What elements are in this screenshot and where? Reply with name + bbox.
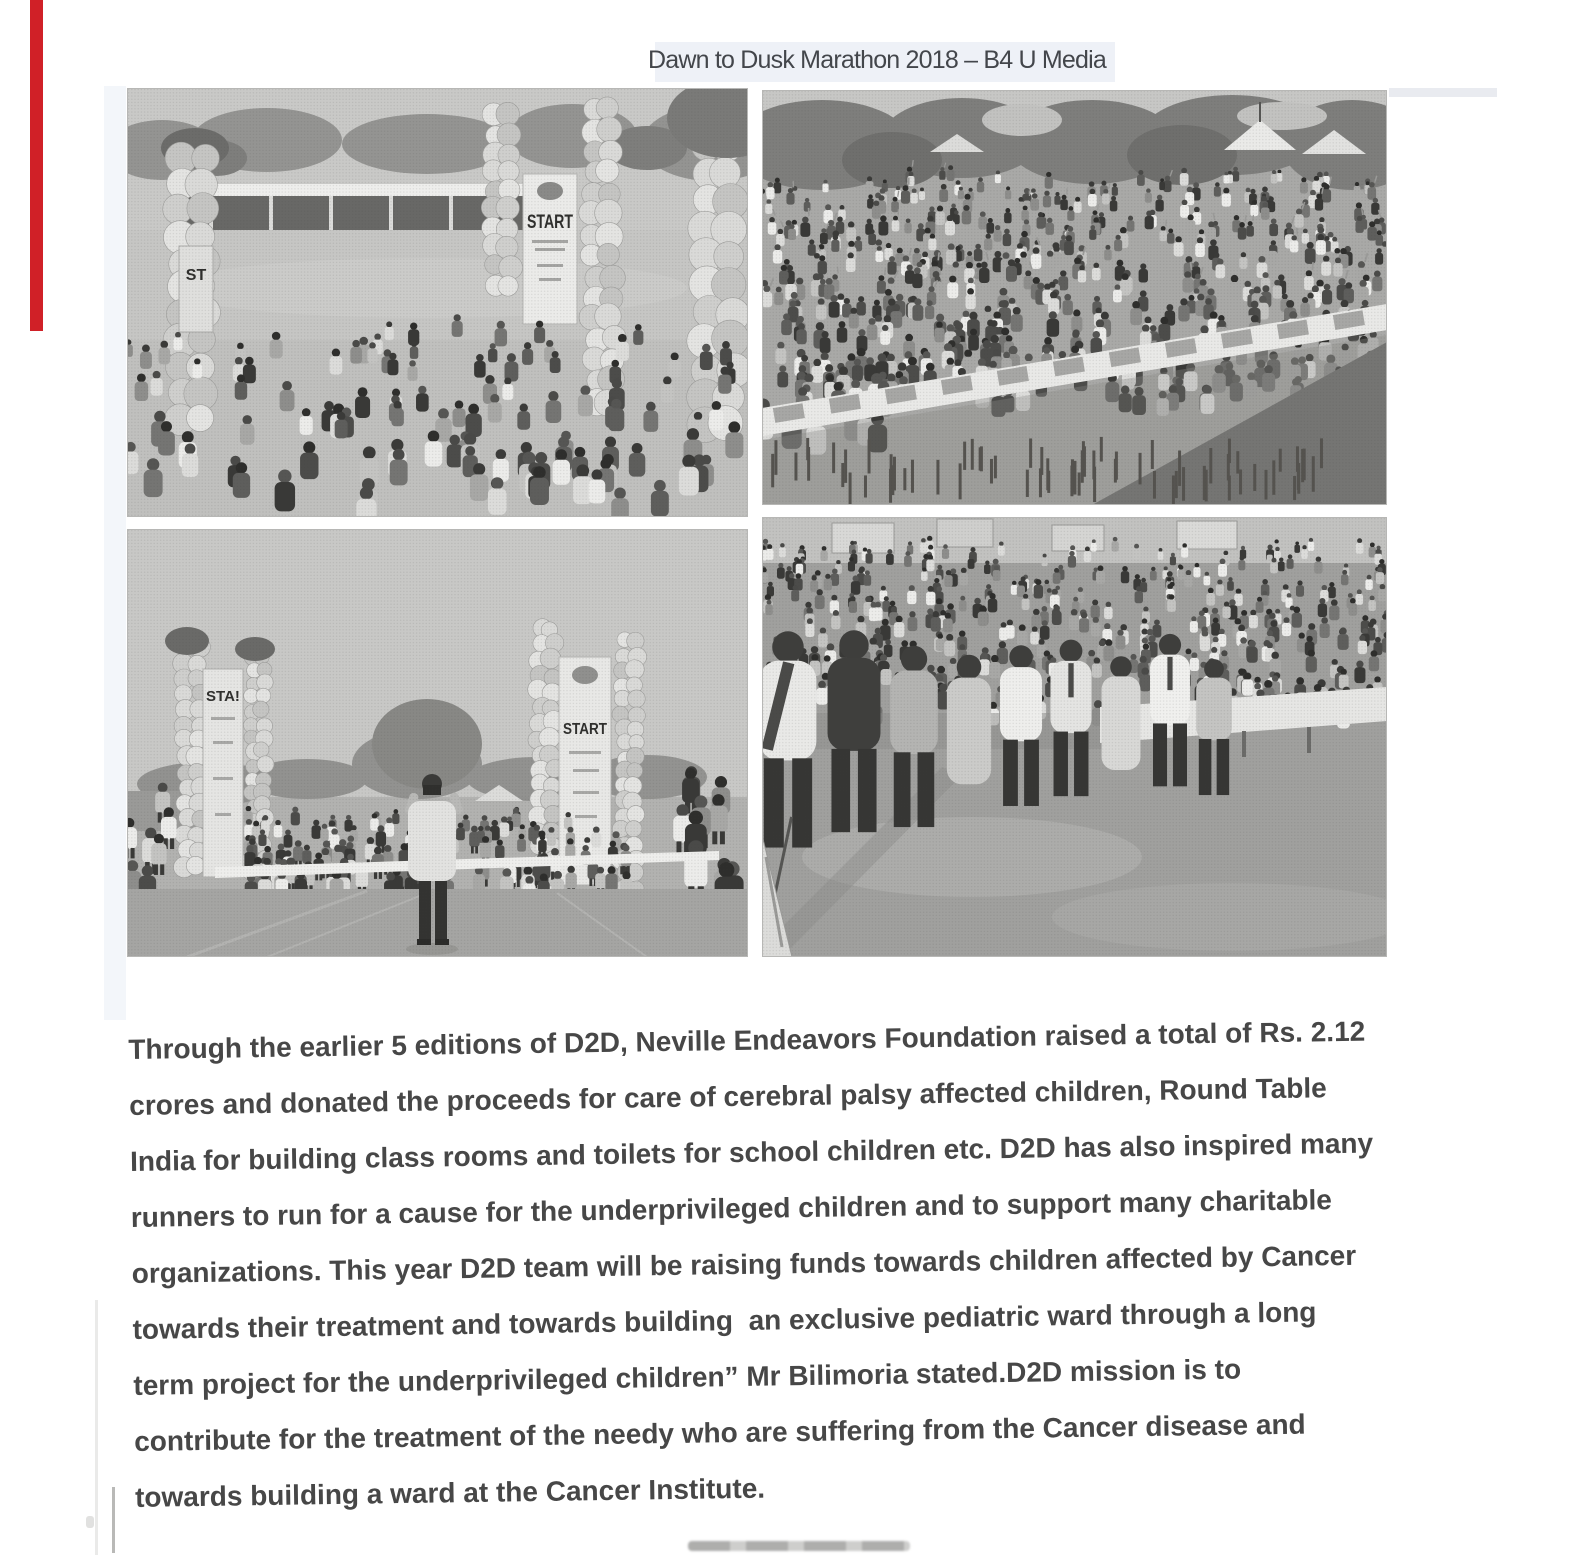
- scan-artifact-edge-line: [112, 1487, 115, 1553]
- halftone-overlay: [127, 88, 748, 517]
- halftone-overlay: [762, 517, 1387, 957]
- scan-artifact-streak: [1389, 88, 1497, 97]
- body-text-line: crores and donated the proceeds for care of cerebral palsy affected children, Round Table: [129, 1072, 1327, 1121]
- pillar-sign-partial-text: ST: [185, 267, 207, 284]
- photo-top-left-scene: [127, 88, 748, 517]
- body-text-line: organizations. This year D2D team will be raising funds towards children affected by Cancer: [131, 1239, 1357, 1289]
- scan-artifact-speck: [86, 1516, 94, 1528]
- scan-artifact-red-bar: [30, 0, 43, 331]
- scan-artifact-edge-line: [95, 1300, 98, 1555]
- body-text-line: runners to run for a cause for the underprivileged children and to support many charitable: [130, 1184, 1333, 1233]
- pillar-sign-partial-text: STA!: [206, 688, 240, 705]
- photo-runners-at-ribbon: [762, 90, 1387, 505]
- halftone-overlay: [762, 90, 1387, 505]
- photo-bottom-left-scene: [127, 529, 748, 957]
- photo-bottom-right-scene: [762, 517, 1387, 957]
- photo-start-area-crowd: [127, 88, 748, 517]
- body-text-line: term project for the underprivileged children” Mr Bilimoria stated.D2D mission is to: [133, 1353, 1242, 1401]
- scan-artifact-smudge: [688, 1541, 910, 1551]
- body-text-line: towards their treatment and towards building an exclusive pediatric ward through a long: [132, 1296, 1317, 1345]
- body-text-line: Through the earlier 5 editions of D2D, Neville Endeavors Foundation raised a total of Rs. 2.12: [128, 1015, 1366, 1065]
- photo-start-line-photographer: [127, 529, 748, 957]
- halftone-overlay: [127, 529, 748, 957]
- body-text-line: India for building class rooms and toilets for school children etc. D2D has also inspired many: [129, 1127, 1374, 1177]
- photo-top-right-scene: [762, 90, 1387, 505]
- page-title: Dawn to Dusk Marathon 2018 – B4 U Media: [648, 46, 1106, 74]
- scan-artifact-edge-strip: [104, 86, 126, 1020]
- body-paragraph: [128, 1001, 1535, 1526]
- body-text-line: contribute for the treatment of the needy who are suffering from the Cancer disease and: [133, 1408, 1306, 1457]
- body-text-line: towards building a ward at the Cancer Institute.: [134, 1472, 766, 1513]
- photo-dignitaries-row: [762, 517, 1387, 957]
- start-sign-text: START: [527, 212, 574, 233]
- start-sign-text: START: [563, 721, 608, 738]
